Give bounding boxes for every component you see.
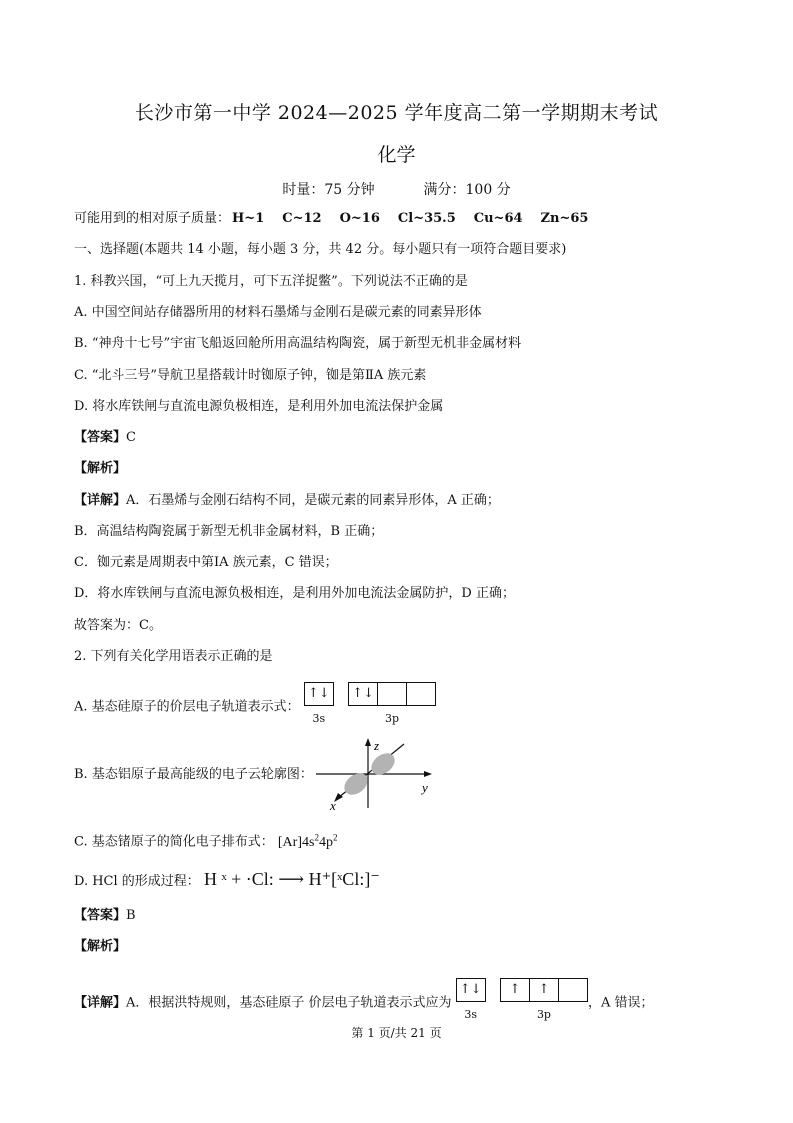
orbital-cell: ↑↓ (459, 982, 482, 997)
q1-conclusion: 故答案为：C。 (74, 618, 162, 633)
q1-option-a: A. 中国空间站存储器所用的材料石墨烯与金刚石是碳元素的同素异形体 (74, 305, 482, 320)
label-3p: 3p (385, 712, 400, 725)
axis-label-z: z (374, 738, 380, 753)
orbital-cell: ↑ (501, 979, 530, 1001)
q2-option-b: B. 基态铝原子最高能级的电子云轮廓图： (74, 767, 313, 782)
config-core: [Ar] (277, 834, 302, 850)
mass-item: C~12 (282, 211, 322, 226)
time-score-line (0, 179, 793, 199)
section-heading: 一、选择题(本题共 14 小题，每小题 3 分，共 42 分。每小题只有一项符合题目要求) (74, 242, 567, 257)
mass-item: H~1 (232, 211, 265, 226)
answer-value: B (126, 908, 136, 923)
axis-label-y: y (422, 780, 428, 795)
detail-tag: 【详解】 (74, 493, 127, 508)
detail-tag: 【详解】 (74, 995, 127, 1011)
config-sup: 2 (314, 832, 319, 842)
mass-item: Zn~65 (540, 211, 589, 226)
q1-analysis-tag (74, 460, 126, 478)
analysis-tag: 【解析】 (74, 461, 127, 476)
config-4s: 4s (302, 834, 315, 850)
label-3s: 3s (464, 1008, 478, 1021)
y-axis-arrow (424, 771, 432, 777)
orbital-cell: ↑↓ (307, 686, 330, 701)
orbital-3p-box (348, 682, 436, 706)
answer-tag: 【答案】 (74, 908, 127, 923)
option-c-text: C. 基态锗原子的简化电子排布式： (74, 834, 274, 850)
q2-option-a (74, 686, 436, 729)
orbital-3s-box (456, 978, 486, 1002)
q1-detail-b: B．高温结构陶瓷属于新型无机非金属材料，B 正确； (74, 524, 384, 539)
detail-text: A．根据洪特规则，基态硅原子 价层电子轨道表示式应为 (126, 995, 452, 1011)
orbital-cell: ↑ (530, 979, 559, 1001)
option-a-text: A. 基态硅原子的价层电子轨道表示式： (74, 699, 300, 715)
orbital-diagram-correct (456, 978, 588, 1021)
answer-tag: 【答案】 (74, 430, 127, 445)
subject-title: 化学 (377, 144, 416, 166)
orbital-3s-box (304, 682, 334, 706)
q2-detail-a (74, 982, 654, 1025)
analysis-tag: 【解析】 (74, 939, 127, 954)
q1-option-b: B. “神舟十七号”宇宙飞船返回舱所用高温结构陶瓷，属于新型无机非金属材料 (74, 336, 522, 351)
q2-option-c (74, 828, 337, 852)
q2-option-d (74, 870, 380, 891)
option-d-text: D. HCl 的形成过程： (74, 874, 200, 889)
label-3p: 3p (536, 1008, 551, 1021)
electron-config (277, 832, 338, 850)
detail-text: A．石墨烯与金刚石结构不同，是碳元素的同素异形体，A 正确； (126, 493, 500, 508)
atomic-mass-label: 可能用到的相对原子质量： (74, 211, 231, 226)
mass-item: Cu~64 (473, 211, 523, 226)
q1-stem: 1. 科教兴国，“可上九天揽月，可下五洋捉鳖”。下列说法不正确的是 (74, 274, 468, 289)
atomic-mass-line (74, 210, 606, 228)
orbital-cell (559, 979, 587, 1001)
q1-detail-a (74, 492, 500, 510)
q1-option-d: D. 将水库铁闸与直流电源负极相连，是利用外加电流法保护金属 (74, 399, 444, 414)
orbital-cell: ↑↓ (349, 683, 378, 705)
orbital-3p-box (500, 978, 588, 1002)
q1-detail-d: D．将水库铁闸与直流电源负极相连，是利用外加电流法金属防护，D 正确； (74, 586, 515, 601)
label-3s: 3s (312, 712, 326, 725)
z-axis-arrow (365, 738, 371, 746)
detail-end: ，A 错误； (587, 995, 654, 1011)
mass-item: O~16 (339, 211, 380, 226)
config-4p: 4p (318, 834, 333, 850)
q1-option-c: C. “北斗三号”导航卫星搭载计时铷原子钟，铷是第ⅡA 族元素 (74, 368, 427, 383)
q2-analysis-tag (74, 938, 126, 956)
hcl-formation: H ˣ + ·Cl: ⟶ H⁺[ˣCl:]⁻ (203, 869, 380, 889)
mass-item: Cl~35.5 (397, 211, 456, 226)
score-label: 满分：100 分 (423, 182, 511, 198)
axis-label-x: x (330, 798, 336, 812)
exam-title: 长沙市第一中学 2024—2025 学年度高二第一学期期末考试 (134, 102, 659, 124)
orbital-cell (378, 683, 407, 705)
orbital-cell (407, 683, 435, 705)
p-orbital-figure (308, 736, 440, 812)
config-sup: 2 (332, 832, 338, 842)
q2-stem: 2. 下列有关化学用语表示正确的是 (74, 649, 273, 664)
orbital-diagram (304, 682, 436, 725)
q1-answer (74, 429, 136, 447)
page-footer: 第 1 页/共 21 页 (351, 1026, 442, 1040)
time-label: 时量：75 分钟 (282, 182, 375, 198)
q1-detail-c: C．铷元素是周期表中第ⅠA 族元素，C 错误； (74, 555, 338, 570)
q2-answer (74, 907, 136, 925)
answer-value: C (126, 430, 136, 445)
